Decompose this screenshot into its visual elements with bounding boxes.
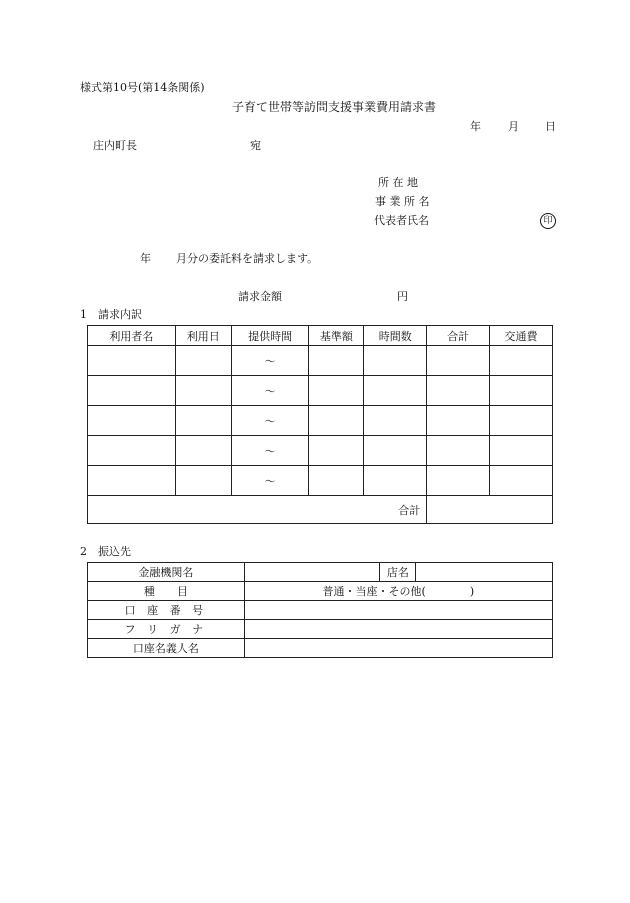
date-month-label: 月 xyxy=(508,120,519,133)
use-date-cell[interactable] xyxy=(175,346,231,376)
account-type-row xyxy=(88,582,553,601)
amount-label: 請求金額 xyxy=(238,290,282,303)
column-header-transport: 交通費 xyxy=(490,326,553,346)
grand-total-cell[interactable] xyxy=(427,496,553,524)
transport-cell[interactable] xyxy=(490,406,553,436)
hours-cell[interactable] xyxy=(364,436,427,466)
base-amount-cell[interactable] xyxy=(309,376,364,406)
section1-heading: 1 請求内訳 xyxy=(80,308,142,321)
bank-transfer-table xyxy=(87,562,553,658)
table-row xyxy=(88,436,553,466)
transport-cell[interactable] xyxy=(490,376,553,406)
transport-cell[interactable] xyxy=(490,436,553,466)
seal-mark xyxy=(540,213,556,229)
total-cell[interactable] xyxy=(427,376,490,406)
user-name-cell[interactable] xyxy=(88,466,176,496)
use-date-cell[interactable] xyxy=(175,376,231,406)
billing-detail-table xyxy=(87,325,553,524)
service-time-cell[interactable]: ～ xyxy=(231,406,309,436)
base-amount-cell[interactable] xyxy=(309,346,364,376)
service-time-cell[interactable]: ～ xyxy=(231,346,309,376)
office-name-label: 事 業 所 名 xyxy=(375,195,430,208)
transport-cell[interactable] xyxy=(490,346,553,376)
total-cell[interactable] xyxy=(427,346,490,376)
hours-cell[interactable] xyxy=(364,406,427,436)
column-header-user-name: 利用者名 xyxy=(88,326,176,346)
table-row xyxy=(88,376,553,406)
total-row xyxy=(88,496,553,524)
total-cell[interactable] xyxy=(427,406,490,436)
column-header-use-date: 利用日 xyxy=(175,326,231,346)
column-header-base-amount: 基準額 xyxy=(309,326,364,346)
account-holder-row xyxy=(88,639,553,658)
base-amount-cell[interactable] xyxy=(309,436,364,466)
total-cell[interactable] xyxy=(427,436,490,466)
hours-cell[interactable] xyxy=(364,376,427,406)
request-statement: 月分の委託料を請求します。 xyxy=(176,252,319,265)
user-name-cell[interactable] xyxy=(88,436,176,466)
representative-label: 代表者氏名 xyxy=(374,214,429,227)
service-time-cell[interactable]: ～ xyxy=(231,436,309,466)
grand-total-label: 合計 xyxy=(88,496,427,524)
table-row xyxy=(88,466,553,496)
amount-unit: 円 xyxy=(397,290,408,303)
furigana-field[interactable] xyxy=(244,620,552,639)
furigana-row xyxy=(88,620,553,639)
account-holder-label: 口座名義人名 xyxy=(88,639,245,658)
user-name-cell[interactable] xyxy=(88,406,176,436)
transport-cell[interactable] xyxy=(490,466,553,496)
hours-cell[interactable] xyxy=(364,346,427,376)
table-header-row xyxy=(88,326,553,346)
account-number-field[interactable] xyxy=(244,601,552,620)
form-number: 様式第10号(第14条関係) xyxy=(80,81,205,94)
service-time-cell[interactable]: ～ xyxy=(231,466,309,496)
address-label: 所 在 地 xyxy=(378,176,418,189)
bank-name-field[interactable] xyxy=(244,563,380,582)
bank-name-label: 金融機関名 xyxy=(88,563,245,582)
account-holder-field[interactable] xyxy=(244,639,552,658)
document-title: 子育て世帯等訪問支援事業費用請求書 xyxy=(232,100,437,114)
branch-label: 店名 xyxy=(380,563,416,582)
use-date-cell[interactable] xyxy=(175,436,231,466)
column-header-service-time: 提供時間 xyxy=(231,326,309,346)
account-type-label: 種 目 xyxy=(88,582,245,601)
date-year-label: 年 xyxy=(470,120,481,133)
addressee: 庄内町長 xyxy=(93,139,137,152)
bank-row xyxy=(88,563,553,582)
use-date-cell[interactable] xyxy=(175,406,231,436)
use-date-cell[interactable] xyxy=(175,466,231,496)
service-time-cell[interactable]: ～ xyxy=(231,376,309,406)
furigana-label: フ リ ガ ナ xyxy=(88,620,245,639)
date-day-label: 日 xyxy=(545,120,556,133)
seal-icon: 印 xyxy=(540,213,556,229)
table-row xyxy=(88,406,553,436)
section2-heading: 2 振込先 xyxy=(80,545,131,558)
base-amount-cell[interactable] xyxy=(309,466,364,496)
total-cell[interactable] xyxy=(427,466,490,496)
account-number-row xyxy=(88,601,553,620)
base-amount-cell[interactable] xyxy=(309,406,364,436)
account-number-label: 口 座 番 号 xyxy=(88,601,245,620)
branch-field[interactable] xyxy=(416,563,553,582)
column-header-hours: 時間数 xyxy=(364,326,427,346)
request-year-label: 年 xyxy=(140,252,151,265)
user-name-cell[interactable] xyxy=(88,376,176,406)
user-name-cell[interactable] xyxy=(88,346,176,376)
column-header-total: 合計 xyxy=(427,326,490,346)
account-type-options[interactable]: 普通・当座・その他( ) xyxy=(244,582,552,601)
hours-cell[interactable] xyxy=(364,466,427,496)
table-row xyxy=(88,346,553,376)
addressee-suffix: 宛 xyxy=(250,139,261,152)
